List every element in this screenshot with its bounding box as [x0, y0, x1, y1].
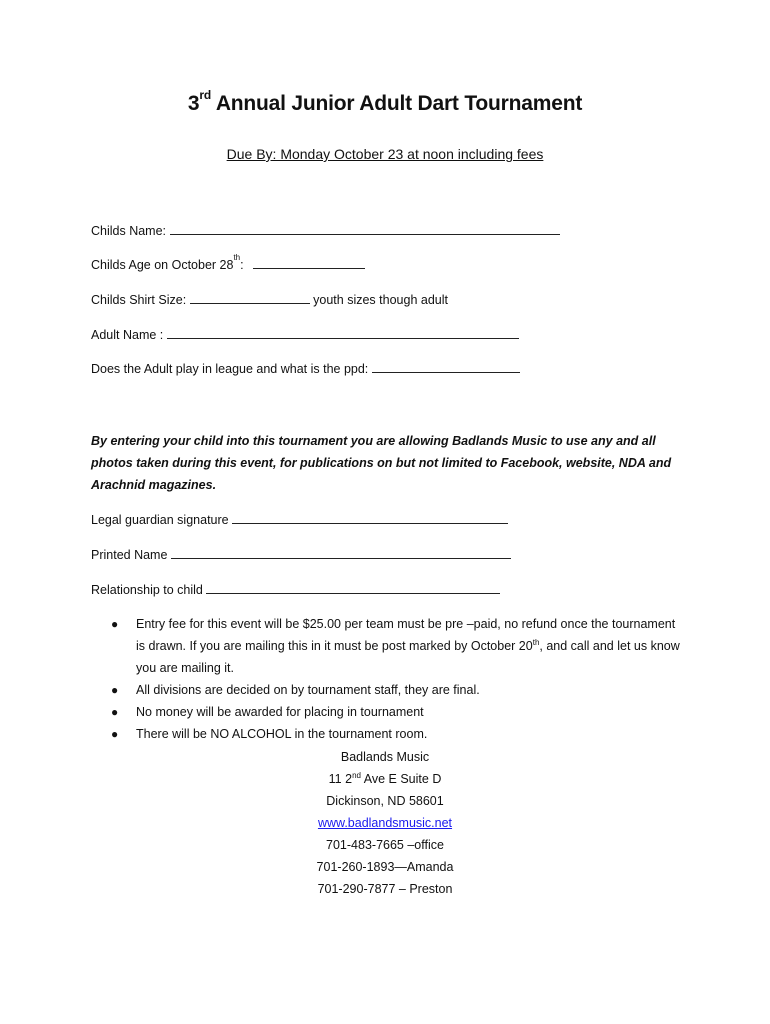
no-money-text: No money will be awarded for placing in tournament [136, 705, 424, 719]
contact-block [0, 746, 770, 900]
shirt-size-blank[interactable] [190, 291, 310, 304]
relationship-blank[interactable] [206, 581, 500, 594]
page-title [0, 88, 770, 116]
phone-office: 701-483-7665 –office [326, 838, 444, 852]
guardian-signature-blank[interactable] [232, 511, 508, 524]
relationship-row [91, 581, 500, 597]
business-name: Badlands Music [340, 750, 430, 764]
childs-age-colon: : [240, 258, 244, 272]
printed-name-label: Printed Name [91, 548, 168, 562]
childs-age-label-sup: th [233, 253, 241, 262]
adult-name-row [91, 326, 519, 342]
due-by-line [0, 146, 770, 162]
entry-fee-text: Entry fee for this event will be $25.00 per team must be pre –paid, no refund once the tournament is drawn. If you are mailing this in it must be post marked by October 20 [136, 617, 676, 653]
title-text: Annual Junior Adult Dart Tournament [215, 92, 583, 115]
no-alcohol-text: There will be NO ALCOHOL in the tournament room. [136, 727, 428, 741]
phone-amanda: 701-260-1893—Amanda [316, 860, 454, 874]
website-row [0, 812, 770, 834]
guardian-signature-label: Legal guardian signature [91, 513, 229, 527]
league-ppd-label: Does the Adult play in league and what is the ppd: [91, 362, 369, 376]
adult-name-blank[interactable] [167, 326, 519, 339]
childs-name-row [91, 222, 560, 238]
city-state-zip: Dickinson, ND 58601 [326, 794, 444, 808]
bullet-icon: ● [111, 683, 119, 697]
adult-name-label: Adult Name : [91, 328, 164, 342]
childs-name-label: Childs Name: [91, 224, 167, 238]
printed-name-row [91, 546, 511, 562]
childs-age-label: Childs Age on October 28 [91, 258, 234, 272]
childs-age-blank[interactable] [253, 256, 365, 269]
relationship-label: Relationship to child [91, 583, 203, 597]
list-item [91, 613, 681, 679]
shirt-size-row [91, 291, 448, 307]
rules-list [91, 613, 681, 745]
title-ordinal-suffix: rd [199, 88, 211, 102]
street-address [0, 768, 770, 790]
bullet-icon: ● [111, 617, 119, 631]
phone-preston: 701-290-7877 – Preston [317, 882, 453, 896]
photo-consent-paragraph: By entering your child into this tournament you are allowing Badlands Music to use any and all photos taken during this event, for publications on but not limited to Facebook, website, NDA and Arachnid magazines. [91, 434, 672, 492]
address-prefix: 11 2 [328, 772, 353, 786]
entry-fee-sup: th [532, 638, 540, 647]
list-item [91, 723, 681, 745]
title-ordinal-number: 3 [187, 92, 200, 115]
address-suffix: Ave E Suite D [360, 772, 442, 786]
shirt-size-note: youth sizes though adult [313, 293, 448, 307]
childs-age-row [91, 253, 365, 272]
entry-fee-text-end: , and call and let us know you are mailing it. [136, 639, 680, 675]
bullet-icon: ● [111, 705, 119, 719]
list-item [91, 701, 681, 723]
guardian-signature-row [91, 511, 508, 527]
shirt-size-label: Childs Shirt Size: [91, 293, 187, 307]
divisions-text: All divisions are decided on by tournament staff, they are final. [136, 683, 480, 697]
league-ppd-blank[interactable] [372, 360, 520, 373]
league-ppd-row [91, 360, 520, 376]
due-by-text: Due By: Monday October 23 at noon including fees [226, 146, 544, 162]
list-item [91, 679, 681, 701]
printed-name-blank[interactable] [171, 546, 511, 559]
bullet-icon: ● [111, 727, 119, 741]
website-link[interactable]: www.badlandsmusic.net [317, 816, 453, 830]
childs-name-blank[interactable] [170, 222, 560, 235]
address-sup: nd [352, 771, 361, 780]
